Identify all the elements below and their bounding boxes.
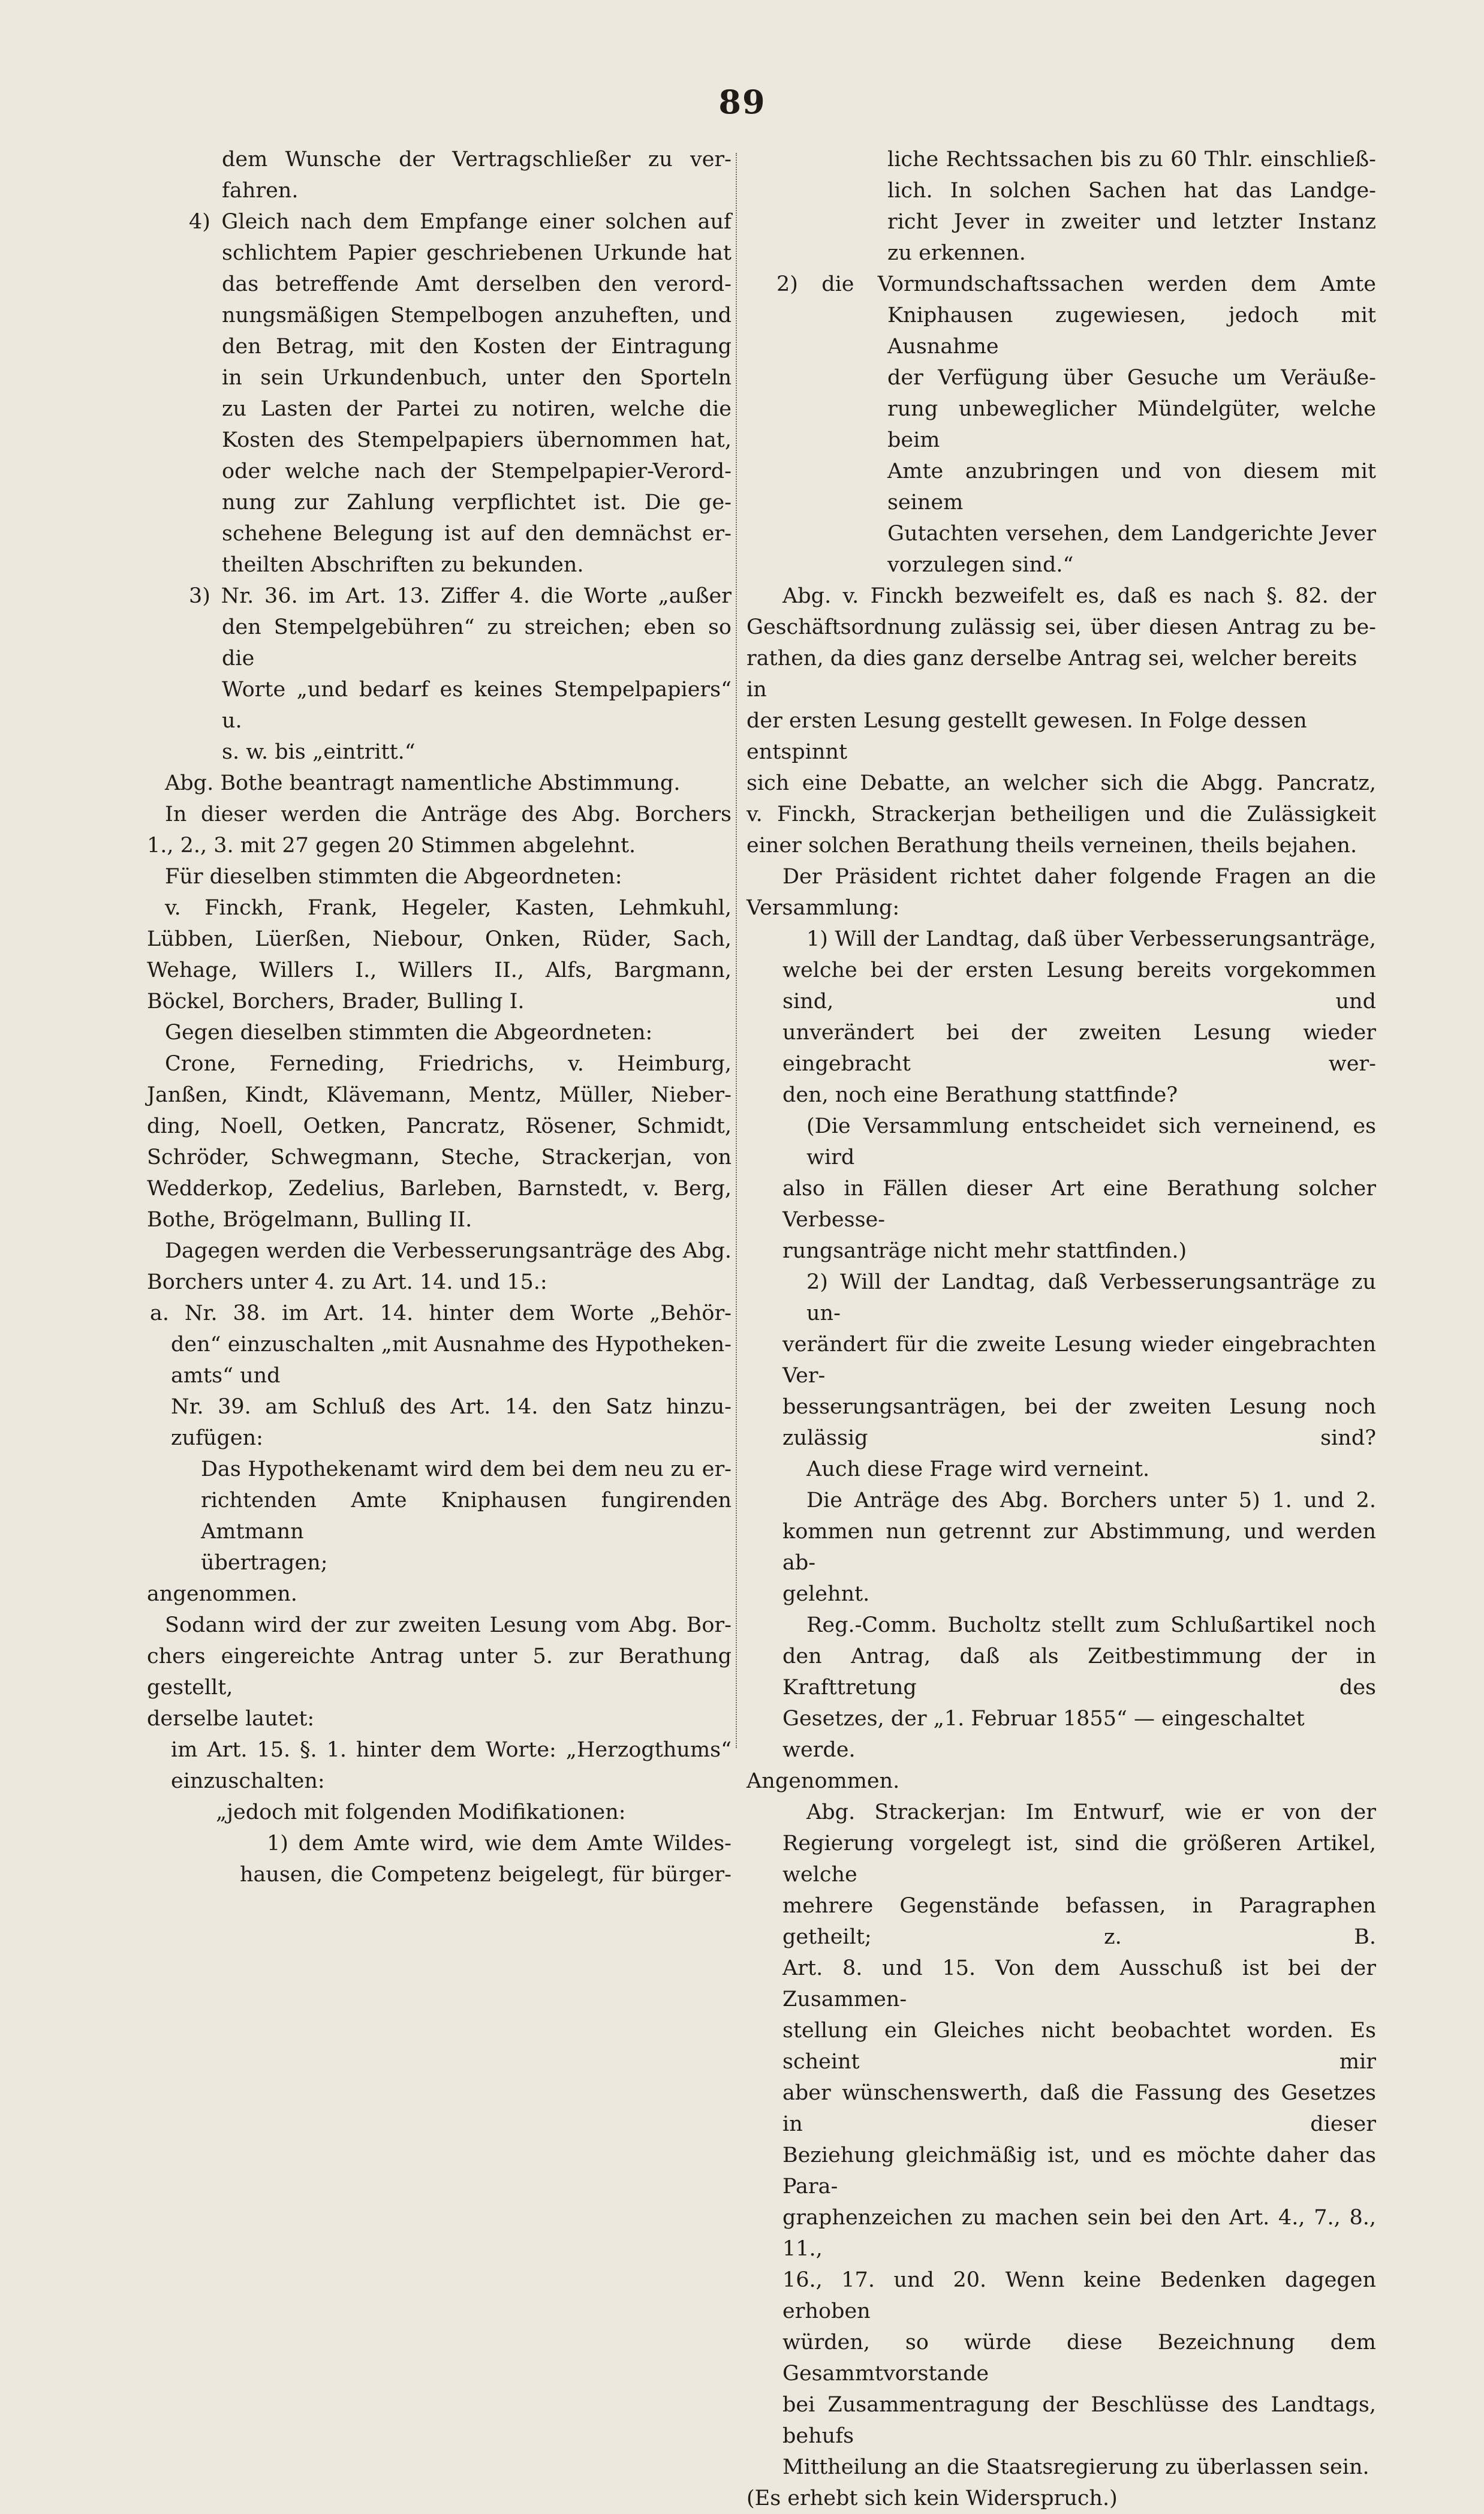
- text-line: Dagegen werden die Verbesserungsanträge des Abg.: [165, 1239, 732, 1263]
- text-line: Abg. Bothe beantragt namentliche Abstimmung.: [165, 771, 681, 795]
- text-line: angenommen.: [147, 1582, 297, 1606]
- text-line: Angenommen.: [746, 1769, 900, 1793]
- text-line: 1) Will der Landtag, daß über Verbesserungsanträge,: [806, 927, 1376, 951]
- text-line: ding, Noell, Oetken, Pancratz, Rösener, Schmidt,: [147, 1114, 732, 1138]
- text-line: 16., 17. und 20. Wenn keine Bedenken dagegen erhoben: [782, 2268, 1376, 2323]
- text-line: Amte anzubringen und von diesem mit seinem: [887, 459, 1376, 515]
- text-line: richtenden Amte Kniphausen fungirenden Amtmann: [201, 1488, 732, 1544]
- text-line: schehene Belegung ist auf den demnächst er-: [222, 522, 732, 546]
- text-line: rungsanträge nicht mehr stattfinden.): [782, 1239, 1187, 1263]
- text-line: Regierung vorgelegt ist, sind die größeren Artikel, welche: [782, 1832, 1376, 1887]
- text-line: Auch diese Frage wird verneint.: [806, 1457, 1150, 1481]
- text-line: Die Anträge des Abg. Borchers unter 5) 1. und 2.: [806, 1488, 1376, 1512]
- text-line: Janßen, Kindt, Klävemann, Mentz, Müller, Nieber-: [147, 1083, 732, 1107]
- text-line: 2) die Vormundschaftssachen werden dem Amte: [776, 272, 1376, 296]
- left-column: [93, 144, 732, 1890]
- text-line: das betreffende Amt derselben den verord-: [222, 272, 732, 296]
- text-line: den Antrag, daß als Zeitbestimmung der in Krafttretung des: [782, 1644, 1376, 1700]
- text-line: Das Hypothekenamt wird dem bei dem neu zu er-: [201, 1457, 732, 1481]
- text-line: Kniphausen zugewiesen, jedoch mit Ausnahme: [887, 303, 1376, 359]
- text-line: a. Nr. 38. im Art. 14. hinter dem Worte „Behör-: [150, 1301, 732, 1325]
- text-line: in sein Urkundenbuch, unter den Sporteln: [222, 366, 732, 390]
- text-line: v. Finckh, Strackerjan betheiligen und die Zulässigkeit: [746, 802, 1376, 826]
- text-line: stellung ein Gleiches nicht beobachtet worden. Es scheint mir: [782, 2019, 1376, 2074]
- text-line: den Betrag, mit den Kosten der Eintragung: [222, 335, 732, 359]
- text-line: (Die Versammlung entscheidet sich verneinend, es wird: [806, 1114, 1376, 1169]
- text-line: rathen, da dies ganz derselbe Antrag sei, welcher bereits in: [746, 646, 1357, 702]
- text-line: Worte „und bedarf es keines Stempelpapiers“ u.: [222, 678, 732, 733]
- text-line: Wehage, Willers I., Willers II., Alfs, Bargmann,: [147, 958, 732, 982]
- text-line: Abg. v. Finckh bezweifelt es, daß es nach §. 82. der: [782, 584, 1376, 608]
- text-line: der ersten Lesung gestellt gewesen. In Folge dessen entspinnt: [746, 709, 1307, 764]
- text-line: 3) Nr. 36. im Art. 13. Ziffer 4. die Worte „außer: [189, 584, 732, 608]
- text-line: Gegen dieselben stimmten die Abgeordneten:: [165, 1021, 653, 1045]
- text-line: gelehnt.: [782, 1582, 870, 1606]
- text-line: Schröder, Schwegmann, Steche, Strackerjan, von: [147, 1145, 732, 1169]
- text-line: Geschäftsordnung zulässig sei, über diesen Antrag zu be-: [746, 615, 1376, 639]
- text-line: sich eine Debatte, an welcher sich die Abgg. Pancratz,: [746, 771, 1376, 795]
- text-line: Beziehung gleichmäßig ist, und es möchte daher das Para-: [782, 2143, 1376, 2199]
- text-line: Abg. Strackerjan: Im Entwurf, wie er von der: [806, 1800, 1376, 1824]
- text-line: Gesetzes, der „1. Februar 1855“ — eingeschaltet werde.: [782, 1707, 1305, 1762]
- text-line: Gutachten versehen, dem Landgerichte Jever: [887, 522, 1376, 546]
- text-line: den, noch eine Berathung stattfinde?: [782, 1083, 1178, 1107]
- text-line: Sodann wird der zur zweiten Lesung vom Abg. Bor-: [165, 1613, 732, 1637]
- text-line: Mittheilung an die Staatsregierung zu überlassen sein.: [782, 2455, 1369, 2479]
- right-column: [746, 144, 1376, 2514]
- text-line: graphenzeichen zu machen sein bei den Art. 4., 7., 8., 11.,: [782, 2206, 1376, 2261]
- text-line: zu erkennen.: [887, 241, 1026, 265]
- text-line: (Es erhebt sich kein Widerspruch.): [746, 2486, 1118, 2510]
- text-line: Versammlung:: [746, 896, 900, 920]
- text-line: chers eingereichte Antrag unter 5. zur Berathung gestellt,: [147, 1644, 732, 1700]
- text-line: amts“ und: [171, 1364, 281, 1388]
- text-line: derselbe lautet:: [147, 1707, 315, 1731]
- text-line: Wedderkop, Zedelius, Barleben, Barnstedt, v. Berg,: [147, 1177, 732, 1201]
- text-line: Lübben, Lüerßen, Niebour, Onken, Rüder, Sach,: [147, 927, 732, 951]
- text-line: Kosten des Stempelpapiers übernommen hat,: [222, 428, 732, 452]
- text-line: rung unbeweglicher Mündelgüter, welche beim: [887, 397, 1376, 452]
- text-line: Böckel, Borchers, Brader, Bulling I.: [147, 990, 525, 1014]
- text-line: lich. In solchen Sachen hat das Landge-: [887, 179, 1376, 203]
- column-divider: [736, 153, 737, 1748]
- text-line: 4) Gleich nach dem Empfange einer solchen auf: [189, 210, 732, 234]
- text-line: Borchers unter 4. zu Art. 14. und 15.:: [147, 1270, 547, 1294]
- text-line: zu Lasten der Partei zu notiren, welche die: [222, 397, 732, 421]
- text-line: vorzulegen sind.“: [887, 553, 1074, 577]
- text-line: kommen nun getrennt zur Abstimmung, und werden ab-: [782, 1520, 1376, 1575]
- text-line: richt Jever in zweiter und letzter Instanz: [887, 210, 1376, 234]
- text-line: Reg.-Comm. Bucholtz stellt zum Schlußartikel noch: [806, 1613, 1376, 1637]
- text-line: Bothe, Brögelmann, Bulling II.: [147, 1208, 472, 1232]
- text-line: v. Finckh, Frank, Hegeler, Kasten, Lehmkuhl,: [165, 896, 732, 920]
- text-line: übertragen;: [201, 1551, 328, 1575]
- text-line: Nr. 39. am Schluß des Art. 14. den Satz hinzu-: [171, 1395, 732, 1419]
- text-line: schlichtem Papier geschriebenen Urkunde hat: [222, 241, 732, 265]
- text-line: mehrere Gegenstände befassen, in Paragraphen getheilt; z. B.: [782, 1894, 1376, 1949]
- text-line: unverändert bei der zweiten Lesung wieder eingebracht wer-: [782, 1021, 1376, 1076]
- text-line: im Art. 15. §. 1. hinter dem Worte: „Herzogthums“: [171, 1738, 732, 1762]
- text-line: Art. 8. und 15. Von dem Ausschuß ist bei der Zusammen-: [782, 1956, 1376, 2011]
- text-line: nung zur Zahlung verpflichtet ist. Die ge-: [222, 491, 732, 515]
- page-number: 89: [718, 83, 766, 121]
- text-line: verändert für die zweite Lesung wieder eingebrachten Ver-: [782, 1333, 1376, 1388]
- text-line: hausen, die Competenz beigelegt, für bürger-: [240, 1863, 732, 1887]
- text-line: s. w. bis „eintritt.“: [222, 740, 416, 764]
- text-line: aber wünschenswerth, daß die Fassung des Gesetzes in dieser: [782, 2081, 1376, 2136]
- text-line: 2) Will der Landtag, daß Verbesserungsanträge zu un-: [806, 1270, 1376, 1325]
- text-line: einzuschalten:: [171, 1769, 325, 1793]
- text-line: Für dieselben stimmten die Abgeordneten:: [165, 865, 622, 889]
- text-line: den Stempelgebühren“ zu streichen; eben so die: [222, 615, 732, 670]
- text-line: „jedoch mit folgenden Modifikationen:: [216, 1800, 626, 1824]
- text-line: welche bei der ersten Lesung bereits vorgekommen sind, und: [782, 958, 1376, 1014]
- text-line: dem Wunsche der Vertragschließer zu ver-: [222, 148, 732, 172]
- text-line: In dieser werden die Anträge des Abg. Borchers: [165, 802, 732, 826]
- text-line: nungsmäßigen Stempelbogen anzuheften, und: [222, 303, 732, 327]
- text-line: der Verfügung über Gesuche um Veräuße-: [887, 366, 1376, 390]
- text-line: oder welche nach der Stempelpapier-Verord-: [222, 459, 732, 483]
- text-line: zufügen:: [171, 1426, 263, 1450]
- text-line: 1., 2., 3. mit 27 gegen 20 Stimmen abgelehnt.: [147, 834, 636, 858]
- text-line: besserungsanträgen, bei der zweiten Lesung noch zulässig sind?: [782, 1395, 1376, 1450]
- text-line: fahren.: [222, 179, 299, 203]
- text-line: würden, so würde diese Bezeichnung dem Gesammtvorstande: [782, 2330, 1376, 2386]
- text-line: Crone, Ferneding, Friedrichs, v. Heimburg,: [165, 1052, 732, 1076]
- text-line: also in Fällen dieser Art eine Berathung solcher Verbesse-: [782, 1177, 1376, 1232]
- text-line: Der Präsident richtet daher folgende Fragen an die: [782, 865, 1376, 889]
- text-line: bei Zusammentragung der Beschlüsse des Landtags, behufs: [782, 2393, 1376, 2448]
- text-line: liche Rechtssachen bis zu 60 Thlr. einschließ-: [887, 148, 1376, 172]
- text-line: einer solchen Berathung theils verneinen, theils bejahen.: [746, 834, 1357, 858]
- text-line: den“ einzuschalten „mit Ausnahme des Hypotheken-: [171, 1333, 732, 1357]
- text-line: 1) dem Amte wird, wie dem Amte Wildes-: [267, 1832, 732, 1856]
- text-line: theilten Abschriften zu bekunden.: [222, 553, 584, 577]
